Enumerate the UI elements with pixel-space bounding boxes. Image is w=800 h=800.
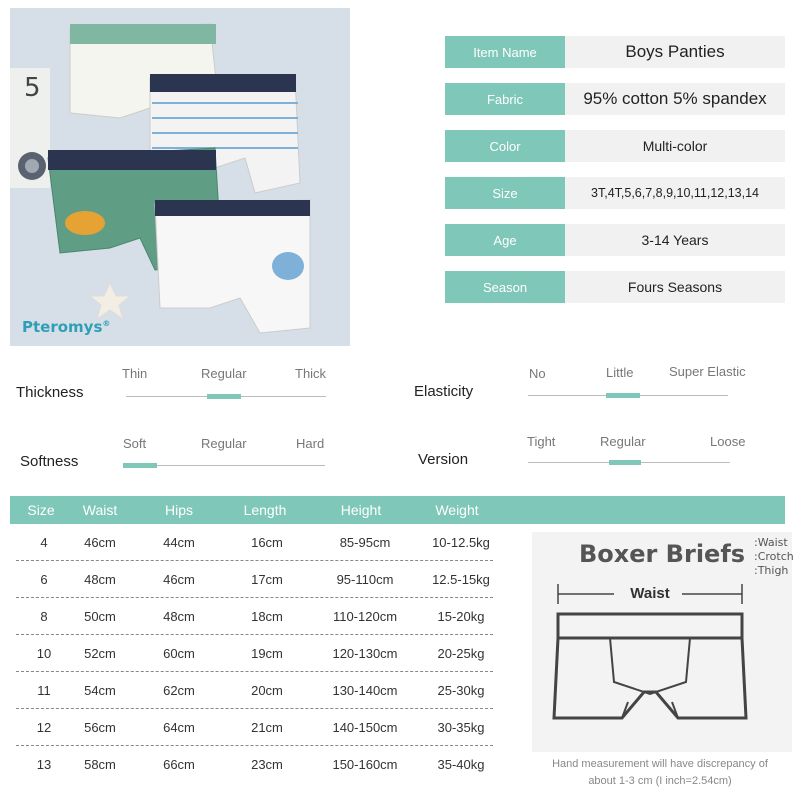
spec-row-size — [445, 177, 785, 209]
spec-label: Age — [445, 224, 565, 256]
cell-height: 110-120cm — [332, 609, 398, 624]
measurement-note-line1: Hand measurement will have discrepancy of — [552, 758, 768, 770]
version-option-loose: Loose — [710, 434, 746, 449]
cell-size: 6 — [40, 572, 48, 587]
cell-size: 12 — [36, 720, 52, 735]
spec-label: Fabric — [445, 83, 565, 115]
cell-waist: 46cm — [84, 535, 116, 550]
softness-indicator — [123, 463, 157, 468]
cell-height: 95-110cm — [336, 572, 394, 587]
elasticity-indicator — [606, 393, 640, 398]
spec-row-fabric — [445, 83, 785, 115]
boxer-briefs-illustration — [10, 8, 350, 346]
cell-weight: 12.5-15kg — [432, 572, 490, 587]
cell-hips: 64cm — [163, 720, 195, 735]
cell-height: 130-140cm — [332, 683, 398, 698]
cell-height: 140-150cm — [332, 720, 398, 735]
measurement-note-line2: about 1-3 cm (I inch=2.54cm) — [588, 775, 732, 787]
size-table-header — [10, 496, 785, 524]
cell-length: 19cm — [251, 646, 283, 661]
spec-label: Item Name — [445, 36, 565, 68]
softness-label: Softness — [20, 453, 79, 470]
spec-label: Season — [445, 271, 565, 303]
cell-hips: 66cm — [163, 757, 195, 772]
elasticity-option-little: Little — [606, 365, 634, 380]
cell-waist: 48cm — [84, 572, 116, 587]
row-divider — [16, 634, 493, 635]
version-option-regular: Regular — [600, 434, 646, 449]
softness-option-soft: Soft — [123, 436, 147, 451]
cell-hips: 46cm — [163, 572, 195, 587]
diagram-title: Boxer Briefs — [578, 540, 746, 568]
row-divider — [16, 671, 493, 672]
header-height: Height — [340, 502, 382, 518]
cell-size: 10 — [36, 646, 52, 661]
spec-value: 3-14 Years — [565, 224, 785, 256]
elasticity-option-no: No — [529, 366, 546, 381]
spec-label: Color — [445, 130, 565, 162]
spec-row-item-name — [445, 36, 785, 68]
cell-waist: 52cm — [84, 646, 116, 661]
cell-hips: 48cm — [163, 609, 195, 624]
brand-logo: Pteromys® — [22, 318, 111, 336]
spec-value: Boys Panties — [565, 36, 785, 68]
cell-length: 20cm — [251, 683, 283, 698]
spec-value: Fours Seasons — [565, 271, 785, 303]
cell-hips: 62cm — [163, 683, 195, 698]
cell-length: 18cm — [251, 609, 283, 624]
legend-thigh: :Thigh — [754, 564, 789, 577]
legend-waist: :Waist — [754, 536, 788, 549]
cell-size: 13 — [36, 757, 52, 772]
header-length: Length — [243, 502, 287, 518]
cell-length: 21cm — [251, 720, 283, 735]
thickness-option-thin: Thin — [122, 366, 148, 381]
softness-option-regular: Regular — [201, 436, 247, 451]
thickness-option-thick: Thick — [295, 366, 327, 381]
version-indicator — [609, 460, 641, 465]
cell-height: 150-160cm — [332, 757, 398, 772]
cell-hips: 60cm — [163, 646, 195, 661]
spec-label: Size — [445, 177, 565, 209]
header-hips: Hips — [164, 502, 193, 518]
cell-size: 4 — [40, 535, 48, 550]
spec-row-color — [445, 130, 785, 162]
elasticity-option-super-elastic: Super Elastic — [669, 364, 746, 379]
cell-waist: 50cm — [84, 609, 116, 624]
spec-value: 3T,4T,5,6,7,8,9,10,11,12,13,14 — [565, 177, 785, 209]
thickness-label: Thickness — [16, 384, 84, 401]
svg-text:Waist: Waist — [630, 585, 670, 602]
cell-waist: 58cm — [84, 757, 116, 772]
cell-height: 120-130cm — [332, 646, 398, 661]
elasticity-label: Elasticity — [414, 383, 474, 400]
spec-value: 95% cotton 5% spandex — [565, 83, 785, 115]
header-size: Size — [27, 502, 55, 518]
cell-size: 8 — [40, 609, 48, 624]
boxer-outline-illustration — [532, 532, 792, 752]
measurement-diagram — [532, 532, 792, 752]
cell-weight: 30-35kg — [437, 720, 485, 735]
cell-weight: 15-20kg — [437, 609, 485, 624]
cell-weight: 35-40kg — [437, 757, 485, 772]
thickness-indicator — [207, 394, 241, 399]
spec-value: Multi-color — [565, 130, 785, 162]
cell-weight: 20-25kg — [437, 646, 485, 661]
row-divider — [16, 597, 493, 598]
spec-row-age — [445, 224, 785, 256]
header-waist: Waist — [82, 502, 118, 518]
cell-weight: 10-12.5kg — [432, 535, 490, 550]
cell-weight: 25-30kg — [437, 683, 485, 698]
cell-length: 16cm — [251, 535, 283, 550]
spec-row-season — [445, 271, 785, 303]
thickness-option-regular: Regular — [201, 366, 247, 381]
header-weight: Weight — [435, 502, 479, 518]
cell-height: 85-95cm — [339, 535, 391, 550]
softness-option-hard: Hard — [296, 436, 325, 451]
cell-length: 17cm — [251, 572, 283, 587]
version-label: Version — [418, 451, 469, 468]
cell-length: 23cm — [251, 757, 283, 772]
row-divider — [16, 560, 493, 561]
row-divider — [16, 708, 493, 709]
cell-waist: 56cm — [84, 720, 116, 735]
cell-size: 11 — [37, 683, 51, 698]
row-divider — [16, 745, 493, 746]
product-photo — [10, 8, 350, 346]
cell-waist: 54cm — [84, 683, 116, 698]
version-option-tight: Tight — [527, 434, 556, 449]
legend-crotch: :Crotch — [754, 550, 794, 563]
svg-text:5: 5 — [24, 73, 41, 103]
cell-hips: 44cm — [163, 535, 195, 550]
